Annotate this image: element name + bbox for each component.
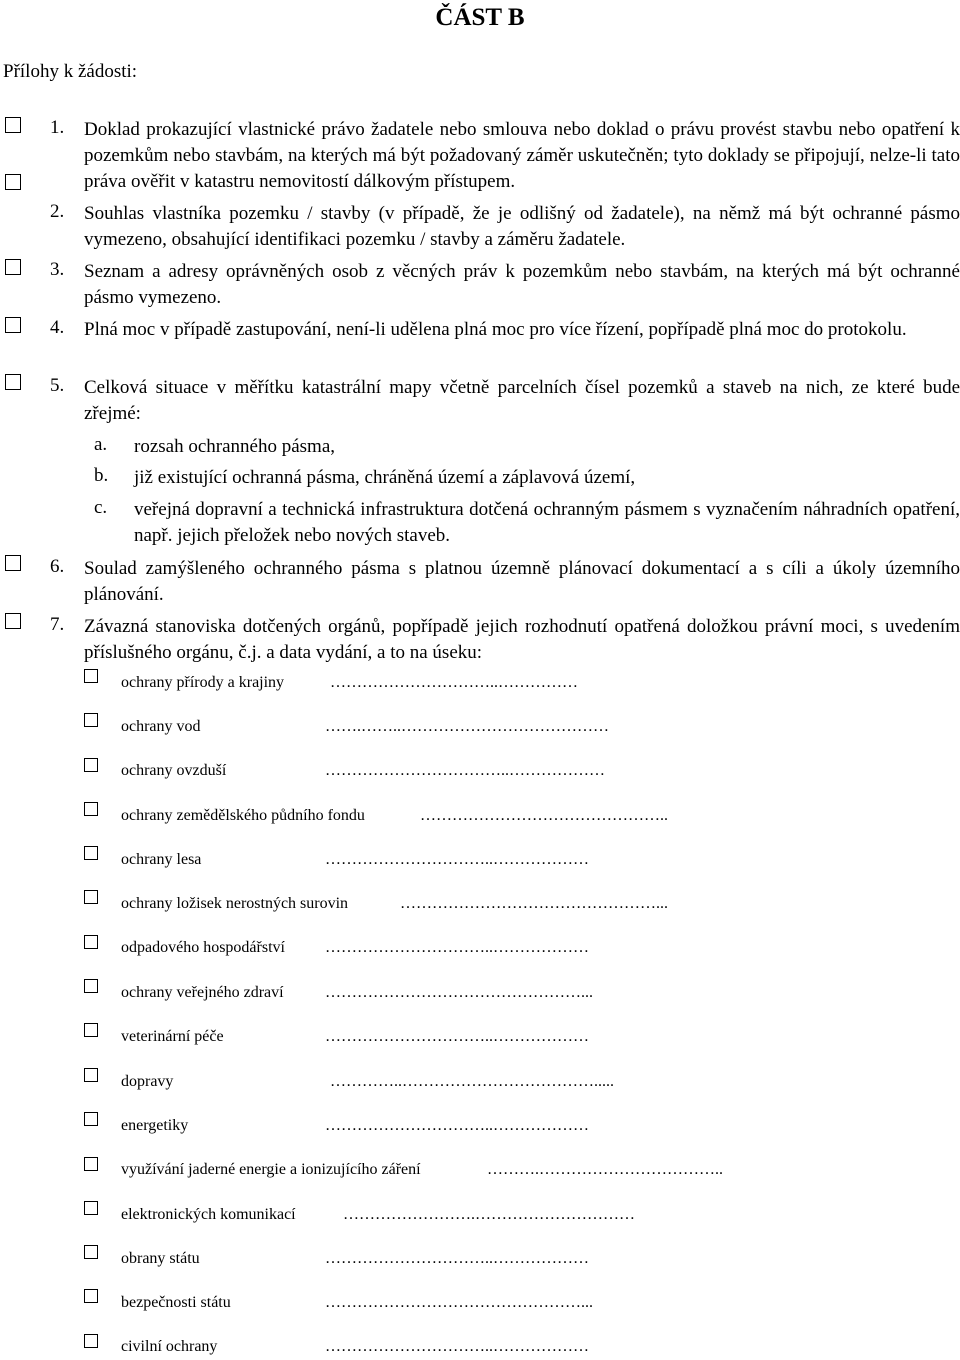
item-4-checkbox[interactable] [5, 317, 21, 333]
item-3-checkbox[interactable] [5, 259, 21, 275]
section-label-forest: ochrany lesa [121, 851, 202, 868]
section-label-transport: dopravy [121, 1073, 174, 1090]
section-label-air: ochrany ovzduší [121, 762, 227, 779]
section-checkbox-energy[interactable] [84, 1112, 98, 1126]
item-2-checkbox[interactable] [5, 174, 21, 190]
section-checkbox-water[interactable] [84, 713, 98, 727]
item-6-checkbox[interactable] [5, 555, 21, 571]
section-checkbox-waste[interactable] [84, 935, 98, 949]
section-checkbox-public-health[interactable] [84, 979, 98, 993]
item-2-number: 2. [50, 201, 65, 222]
section-label-nature: ochrany přírody a krajiny [121, 674, 285, 691]
section-label-waste: odpadového hospodářství [121, 939, 285, 956]
section-checkbox-defense[interactable] [84, 1245, 98, 1259]
sub-item-a-text: rozsah ochranného pásma, [134, 436, 336, 457]
section-fill-line-waste[interactable]: …………………………..……………… [325, 939, 589, 956]
item-1-checkbox[interactable] [5, 117, 21, 133]
item-2-text: Souhlas vlastníka pozemku / stavby (v případě, že je odlišný od žadatele), na němž má být ochranné pásmo vymezeno, obsahující identifikaci pozemku / stavby a záměru žadatele. [84, 203, 960, 250]
item-6-number: 6. [50, 556, 65, 577]
section-label-public-health: ochrany veřejného zdraví [121, 984, 284, 1001]
section-checkbox-electronic-communications[interactable] [84, 1201, 98, 1215]
item-5-number: 5. [50, 375, 65, 396]
section-fill-line-veterinary[interactable]: …………………………..……………… [325, 1028, 589, 1045]
sub-item-b-text: již existující ochranná pásma, chráněná území a záplavová území, [134, 467, 636, 488]
item-7-number: 7. [50, 614, 65, 635]
section-fill-line-agricultural-land[interactable]: ……………………………………….. [420, 807, 668, 824]
page-title: ČÁST B [435, 4, 525, 31]
item-1-number: 1. [50, 117, 65, 138]
section-label-security: bezpečnosti státu [121, 1294, 231, 1311]
section-fill-line-nuclear[interactable]: ……….…………………………….. [487, 1161, 723, 1178]
section-checkbox-veterinary[interactable] [84, 1023, 98, 1037]
section-fill-line-water[interactable]: …….……..………………………………… [325, 718, 609, 735]
section-fill-line-civil-protection[interactable]: …………………………..……………… [325, 1338, 589, 1355]
section-label-veterinary: veterinární péče [121, 1028, 224, 1045]
attachments-heading: Přílohy k žádosti: [3, 61, 138, 82]
section-label-energy: energetiky [121, 1117, 189, 1134]
item-1-text: Doklad prokazující vlastnické právo žadatele nebo smlouva nebo doklad o právu provést stavbu nebo opatření k pozemkům nebo stavbám, na kterých má být požadovaný záměr uskutečněn; tyto doklady se připojují, nelze-li tato práva ověřit v katastru nemovitostí dálkovým přístupem. [84, 119, 960, 192]
section-fill-line-transport[interactable]: …………..………………………………..... [330, 1073, 614, 1090]
section-checkbox-nature[interactable] [84, 669, 98, 683]
section-checkbox-civil-protection[interactable] [84, 1334, 98, 1348]
section-label-electronic-communications: elektronických komunikací [121, 1206, 296, 1223]
section-fill-line-public-health[interactable]: …………………………………………... [325, 984, 593, 1001]
item-6-text: Soulad zamýšleného ochranného pásma s platnou územně plánovací dokumentací a s cíli a úkoly územního plánování. [84, 558, 960, 605]
section-checkbox-transport[interactable] [84, 1068, 98, 1082]
item-5-text: Celková situace v měřítku katastrální mapy včetně parcelních čísel pozemků a staveb na nich, ze které bude zřejmé: [84, 377, 960, 424]
item-4-number: 4. [50, 317, 65, 338]
sub-item-b-letter: b. [94, 465, 109, 486]
section-label-water: ochrany vod [121, 718, 201, 735]
sub-item-c-letter: c. [94, 497, 108, 518]
section-fill-line-electronic-communications[interactable]: …………………….………………………… [343, 1206, 635, 1223]
section-fill-line-air[interactable]: ……………………………..……………… [325, 762, 605, 779]
item-4-text: Plná moc v případě zastupování, není-li udělena plná moc pro více řízení, popřípadě plná moc do protokolu. [84, 319, 907, 340]
section-fill-line-mineral-deposits[interactable]: …………………………………………... [400, 895, 668, 912]
item-3-number: 3. [50, 259, 65, 280]
section-label-mineral-deposits: ochrany ložisek nerostných surovin [121, 895, 349, 912]
item-7-text: Závazná stanoviska dotčených orgánů, popřípadě jejich rozhodnutí opatřená doložkou právní moci, s uvedením příslušného orgánu, č.j. a data vydání, a to na úseku: [84, 616, 960, 663]
section-checkbox-mineral-deposits[interactable] [84, 890, 98, 904]
section-fill-line-defense[interactable]: …………………………..……………… [325, 1250, 589, 1267]
section-label-civil-protection: civilní ochrany [121, 1338, 218, 1355]
section-checkbox-agricultural-land[interactable] [84, 802, 98, 816]
section-fill-line-nature[interactable]: …………………………..…………… [330, 674, 578, 691]
section-checkbox-security[interactable] [84, 1289, 98, 1303]
item-7-checkbox[interactable] [5, 613, 21, 629]
section-checkbox-air[interactable] [84, 758, 98, 772]
section-fill-line-security[interactable]: …………………………………………... [325, 1294, 593, 1311]
sub-item-a-letter: a. [94, 434, 108, 455]
section-fill-line-forest[interactable]: …………………………..……………… [325, 851, 589, 868]
section-checkbox-nuclear[interactable] [84, 1157, 98, 1171]
section-label-nuclear: využívání jaderné energie a ionizujícího záření [121, 1161, 421, 1178]
section-fill-line-energy[interactable]: …………………………..……………… [325, 1117, 589, 1134]
item-5-checkbox[interactable] [5, 374, 21, 390]
section-label-defense: obrany státu [121, 1250, 200, 1267]
item-3-text: Seznam a adresy oprávněných osob z věcných práv k pozemkům nebo stavbám, na kterých má být ochranné pásmo vymezeno. [84, 261, 960, 308]
section-checkbox-forest[interactable] [84, 846, 98, 860]
sub-item-c-text: veřejná dopravní a technická infrastruktura dotčená ochranným pásmem s vyznačením náhradních opatření, např. jejich přeložek nebo nových staveb. [134, 499, 960, 546]
section-label-agricultural-land: ochrany zemědělského půdního fondu [121, 807, 365, 824]
